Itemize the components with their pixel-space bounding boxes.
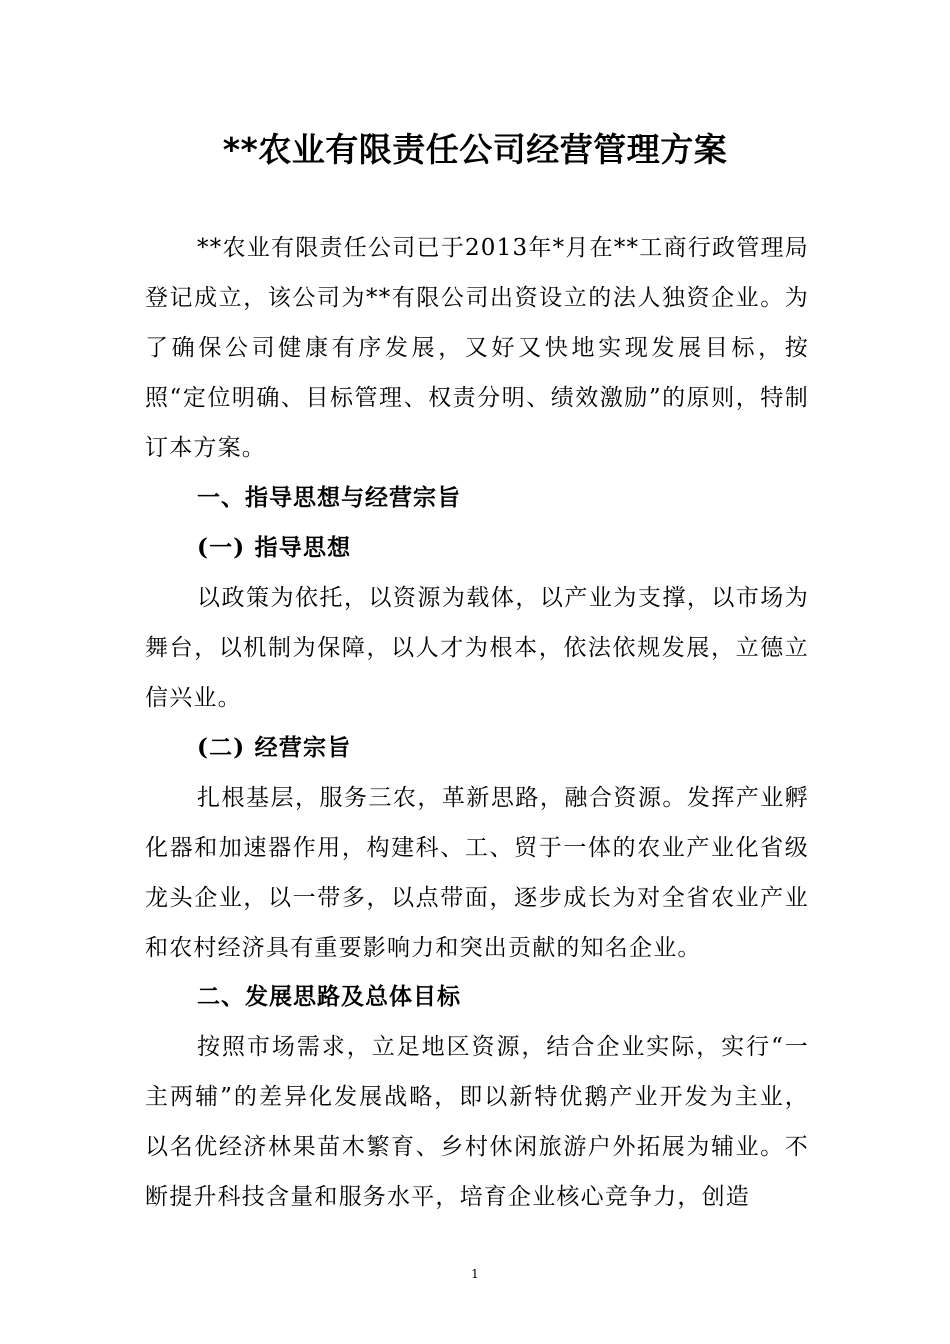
subsection-2-heading: (二) 经营宗旨 [197,734,352,761]
section-2-paragraph: 按照市场需求，立足地区资源，结合企业实际，实行“一主两辅”的差异化发展战略，即以新特优鹅产业开发为主业，以名优经济林果苗木繁育、乡村休闲旅游户外拓展为辅业。不断提升科技含量和服务水平，培育企业核心竞争力，创造 [145,1034,809,1210]
section-1-heading: 一、指导思想与经营宗旨 [197,485,461,511]
section-2-heading: 二、发展思路及总体目标 [197,984,461,1010]
subsection-2-paragraph: 扎根基层，服务三农，革新思路，融合资源。发挥产业孵化器和加速器作用，构建科、工、贸于一体的农业产业化省级龙头企业，以一带多，以点带面，逐步成长为对全省农业产业和农村经济具有重要影响力和突出贡献的知名企业。 [145,785,809,961]
intro-paragraph: **农业有限责任公司已于2013年*月在**工商行政管理局登记成立，该公司为**有限公司出资设立的法人独资企业。为了确保公司健康有序发展，又好又快地实现发展目标，按照“定位明确、目标管理、权责分明、绩效激励”的原则，特制订本方案。 [145,235,809,461]
subsection-1-paragraph: 以政策为依托，以资源为载体，以产业为支撑，以市场为舞台，以机制为保障，以人才为根本，依法依规发展，立德立信兴业。 [145,585,809,711]
document-title: **农业有限责任公司经营管理方案 [222,130,728,169]
subsection-1-heading: (一) 指导思想 [197,534,352,561]
page-number: 1 [471,1267,479,1281]
